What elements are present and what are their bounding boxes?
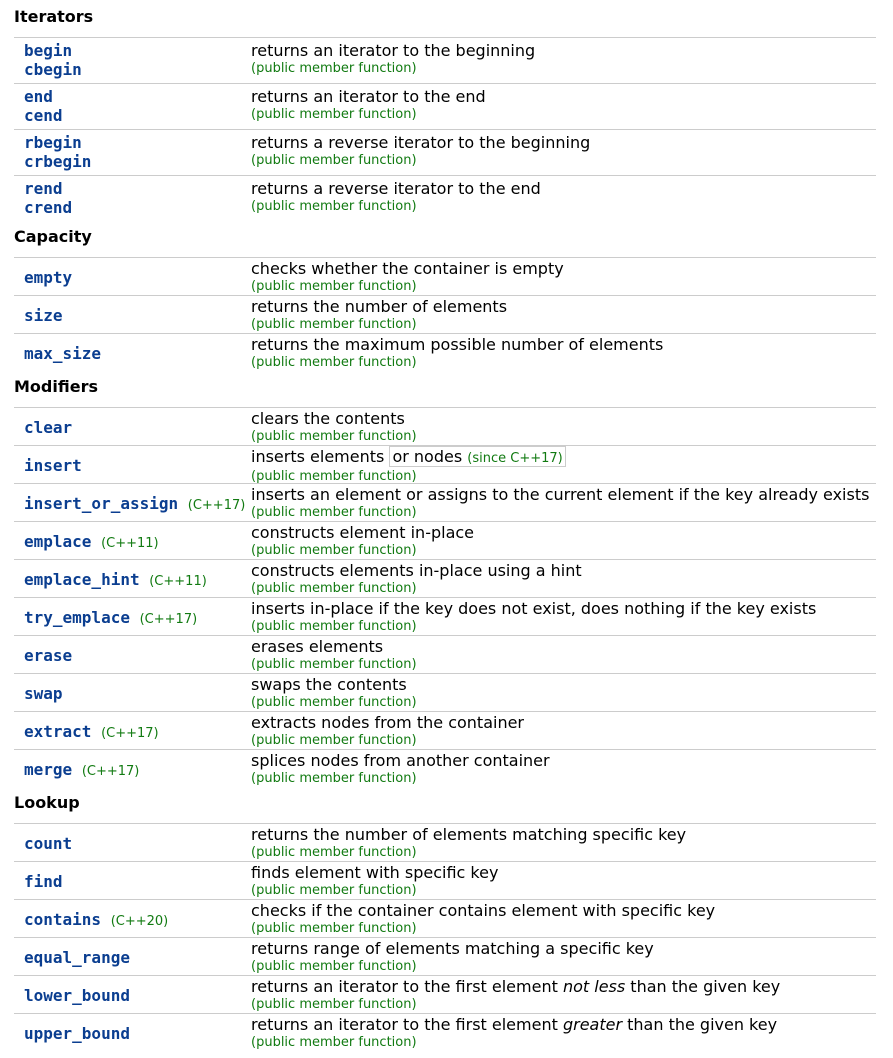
table-row: [14, 407, 876, 445]
function-names: [24, 834, 72, 853]
description-part: constructs element in-place: [251, 523, 475, 542]
function-names: [24, 722, 159, 743]
function-description: [251, 523, 474, 559]
function-names: [24, 910, 168, 931]
description-part: clears the contents: [251, 409, 405, 428]
since-tag: (since C++17): [467, 451, 563, 466]
function-link[interactable]: size: [24, 306, 63, 325]
table-row: [14, 937, 876, 975]
description-text: [251, 133, 590, 152]
description-text: [251, 409, 417, 428]
function-link[interactable]: cbegin: [24, 60, 82, 79]
description-part: returns an iterator to the first element: [251, 977, 563, 996]
description-text: [251, 939, 654, 958]
standard-version-tag: (C++11): [149, 574, 207, 589]
function-names: [24, 986, 130, 1005]
description-part: than the given key: [622, 1015, 778, 1034]
function-description: [251, 713, 524, 749]
function-names: [24, 344, 101, 363]
member-function-label: (public member function): [251, 153, 417, 168]
table-row: [14, 597, 876, 635]
function-link[interactable]: insert_or_assign: [24, 494, 179, 513]
table-row: [14, 749, 876, 787]
function-description: [251, 259, 564, 295]
function-names: [24, 456, 82, 475]
standard-version-tag: (C++20): [110, 914, 169, 929]
function-link[interactable]: max_size: [24, 344, 102, 363]
description-text: [251, 41, 535, 60]
description-text: [251, 637, 417, 656]
section-heading: Modifiers: [14, 377, 98, 396]
description-part: or nodes: [392, 447, 463, 466]
function-names: [24, 268, 72, 287]
function-link[interactable]: lower_bound: [24, 986, 130, 1005]
function-names: [24, 608, 197, 629]
description-text: [251, 599, 816, 618]
description-part: inserts in-place if the key does not exist, does nothing if the key exists: [251, 599, 817, 618]
standard-version-tag: (C++17): [187, 498, 246, 513]
description-part: returns an iterator to the end: [251, 87, 486, 106]
table-row: [14, 861, 876, 899]
description-part: checks whether the container is empty: [251, 259, 564, 278]
function-description: [251, 179, 541, 215]
table-row: [14, 483, 876, 521]
since-note: [389, 446, 565, 467]
function-entry: [24, 910, 168, 931]
table-row: [14, 445, 876, 483]
description-part: returns range of elements matching a specific key: [251, 939, 654, 958]
function-link[interactable]: contains: [24, 910, 102, 929]
description-text: [251, 485, 869, 504]
description-text: [251, 259, 564, 278]
function-description: [251, 87, 486, 123]
function-names: [24, 306, 63, 325]
function-link[interactable]: merge: [24, 760, 73, 779]
description-part: returns a reverse iterator to the beginning: [251, 133, 591, 152]
function-link[interactable]: begin: [24, 41, 73, 60]
function-link[interactable]: upper_bound: [24, 1024, 130, 1043]
description-text: [251, 825, 686, 844]
function-names: [24, 646, 72, 665]
table-row: [14, 673, 876, 711]
member-function-label: (public member function): [251, 317, 417, 332]
description-part: returns an iterator to the beginning: [251, 41, 536, 60]
description-part: extracts nodes from the container: [251, 713, 525, 732]
description-text: [251, 179, 541, 198]
member-function-label: (public member function): [251, 199, 417, 214]
table-row: [14, 521, 876, 559]
function-description: [251, 825, 686, 861]
function-link[interactable]: rbegin: [24, 133, 82, 152]
description-part: returns the maximum possible number of elements: [251, 335, 664, 354]
function-description: [251, 675, 417, 711]
table-row: [14, 1013, 876, 1051]
description-text: [251, 977, 780, 996]
description-text: [251, 713, 524, 732]
function-description: [251, 561, 582, 597]
description-part: checks if the container contains element with specific key: [251, 901, 716, 920]
table-row: [14, 899, 876, 937]
function-link[interactable]: extract: [24, 722, 92, 741]
member-function-label: (public member function): [251, 657, 417, 672]
description-text: [251, 1015, 777, 1034]
description-part: returns an iterator to the first element: [251, 1015, 563, 1034]
function-description: [251, 901, 715, 937]
function-names: [24, 179, 72, 217]
function-link[interactable]: rend: [24, 179, 63, 198]
member-function-label: (public member function): [251, 279, 417, 294]
member-function-label: (public member function): [251, 505, 417, 520]
function-description: [251, 977, 780, 1013]
table-row: [14, 83, 876, 129]
description-text: [251, 751, 550, 770]
function-names: [24, 948, 130, 967]
description-text: [251, 447, 566, 468]
function-names: [24, 1024, 130, 1043]
table-row: [14, 129, 876, 175]
function-link[interactable]: insert: [24, 456, 82, 475]
function-names: [24, 760, 139, 781]
member-function-label: (public member function): [251, 845, 417, 860]
member-function-label: (public member function): [251, 355, 417, 370]
function-description: [251, 41, 535, 77]
description-text: [251, 523, 474, 542]
member-function-label: (public member function): [251, 695, 417, 710]
member-function-label: (public member function): [251, 921, 417, 936]
table-row: [14, 175, 876, 221]
function-link[interactable]: equal_range: [24, 948, 130, 967]
member-function-label: (public member function): [251, 429, 417, 444]
description-part: returns a reverse iterator to the end: [251, 179, 541, 198]
table-row: [14, 635, 876, 673]
description-text: [251, 863, 498, 882]
member-function-label: (public member function): [251, 581, 417, 596]
function-description: [251, 133, 590, 169]
description-text: [251, 297, 507, 316]
member-function-label: (public member function): [251, 469, 417, 484]
function-description: [251, 335, 663, 371]
member-function-label: (public member function): [251, 959, 417, 974]
function-description: [251, 1015, 777, 1051]
member-function-label: (public member function): [251, 883, 417, 898]
function-names: [24, 87, 63, 125]
description-part: erases elements: [251, 637, 384, 656]
table-row: [14, 711, 876, 749]
member-function-label: (public member function): [251, 733, 417, 748]
function-description: [251, 637, 417, 673]
function-description: [251, 409, 417, 445]
member-function-label: (public member function): [251, 771, 417, 786]
function-entry: [24, 532, 159, 553]
function-entry: [24, 722, 159, 743]
description-part: swaps the contents: [251, 675, 407, 694]
description-text: [251, 675, 417, 694]
function-names: [24, 133, 91, 171]
function-link[interactable]: empty: [24, 268, 73, 287]
table-row: [14, 823, 876, 861]
function-description: [251, 485, 869, 521]
description-text: [251, 87, 486, 106]
standard-version-tag: (C++17): [81, 764, 140, 779]
table-row: [14, 333, 876, 371]
description-part: finds element with specific key: [251, 863, 499, 882]
description-text: [251, 561, 582, 580]
member-function-label: (public member function): [251, 107, 417, 122]
function-names: [24, 418, 72, 437]
description-part: inserts an element or assigns to the current element if the key already exists: [251, 485, 870, 504]
function-link[interactable]: emplace: [24, 532, 92, 551]
function-link[interactable]: emplace_hint: [24, 570, 140, 589]
table-row: [14, 559, 876, 597]
member-function-label: (public member function): [251, 997, 417, 1012]
function-link[interactable]: clear: [24, 418, 73, 437]
table-row: [14, 975, 876, 1013]
function-entry: [24, 570, 207, 591]
member-function-label: (public member function): [251, 61, 417, 76]
function-link[interactable]: crend: [24, 198, 73, 217]
member-function-label: (public member function): [251, 1035, 417, 1050]
function-description: [251, 751, 550, 787]
function-description: [251, 297, 507, 333]
function-link[interactable]: count: [24, 834, 73, 853]
section-heading: Lookup: [14, 793, 80, 812]
function-link[interactable]: erase: [24, 646, 73, 665]
function-names: [24, 41, 82, 79]
description-text: [251, 901, 715, 920]
member-function-label: (public member function): [251, 543, 417, 558]
function-description: [251, 863, 498, 899]
description-emphasis: not less: [562, 977, 626, 996]
section-heading: Iterators: [14, 7, 94, 26]
standard-version-tag: (C++17): [139, 612, 198, 627]
table-row: [14, 257, 876, 295]
function-link[interactable]: swap: [24, 684, 63, 703]
function-names: [24, 872, 63, 891]
description-part: returns the number of elements: [251, 297, 508, 316]
function-link[interactable]: find: [24, 872, 63, 891]
description-part: splices nodes from another container: [251, 751, 550, 770]
member-function-label: (public member function): [251, 619, 417, 634]
function-link[interactable]: end: [24, 87, 53, 106]
table-row: [14, 295, 876, 333]
description-text: [251, 335, 663, 354]
function-link[interactable]: try_emplace: [24, 608, 130, 627]
function-link[interactable]: crbegin: [24, 152, 92, 171]
function-entry: [24, 760, 139, 781]
function-names: [24, 684, 63, 703]
standard-version-tag: (C++17): [101, 726, 159, 741]
function-description: [251, 447, 566, 485]
function-description: [251, 939, 654, 975]
function-entry: [24, 608, 197, 629]
table-row: [14, 37, 876, 83]
description-part: returns the number of elements matching specific key: [251, 825, 687, 844]
function-entry: [24, 494, 245, 515]
description-emphasis: greater: [562, 1015, 623, 1034]
function-names: [24, 494, 245, 515]
function-names: [24, 532, 159, 553]
section-heading: Capacity: [14, 227, 92, 246]
function-names: [24, 570, 207, 591]
function-link[interactable]: cend: [24, 106, 63, 125]
description-part: constructs elements in-place using a hint: [251, 561, 582, 580]
description-part: than the given key: [625, 977, 781, 996]
description-part: inserts elements: [251, 447, 385, 466]
function-description: [251, 599, 816, 635]
standard-version-tag: (C++11): [101, 536, 159, 551]
